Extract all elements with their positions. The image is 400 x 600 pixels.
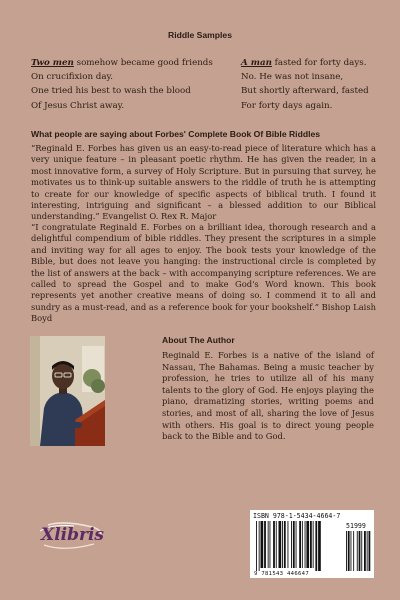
riddle-subject: A man xyxy=(241,58,272,68)
reviews-heading: What people are saying about Forbes' Complete Book Of Bible Riddles xyxy=(31,129,321,139)
riddle-poem-right xyxy=(241,56,369,113)
publisher-logo xyxy=(34,522,106,550)
poem-line xyxy=(31,56,213,70)
poem-line: Of Jesus Christ away. xyxy=(31,100,125,111)
poem-line: But shortly afterward, fasted xyxy=(241,86,369,97)
about-author-text: Reginald E. Forbes is a native of the island of Nassau, The Bahamas. Being a music teacher by profession, he tries to utilize all of his many talents to the glory of God. He enjoys playing the piano, dramatizing stories, writing poems and stories, and most of all, sharing the love of Jesus with others. His goal is to direct young people back to the Bible and to God. xyxy=(162,350,374,442)
poem-line: One tried his best to wash the blood xyxy=(31,86,191,97)
barcode-bars xyxy=(250,510,374,578)
isbn-number: ISBN 978-1-5434-4664-7 xyxy=(253,512,341,520)
publisher-logo-text: Xlibris xyxy=(41,525,104,545)
review-quote: “I congratulate Reginald E. Forbes on a brilliant idea, thorough research and a delightful compendium of bible riddles. They present the scriptures in a simple and inviting way for all ages to enjoy. The book tests your knowledge of the Bible, but does not leave you hanging: the instructional circle is completed by the list of answers at the back – with accompanying scripture references. We are called to spread the Gospel and to make God's Word known. This book represents yet another creative means of doing so. I commend it to all and sundry as a must-read, and as a reference book for your bookshelf.” Bishop Laish Boyd xyxy=(31,222,376,324)
poem-line: On crucifixion day. xyxy=(31,72,114,83)
poem-line-text: fasted for forty days. xyxy=(271,58,367,68)
barcode-digits: 9 781543 446647 xyxy=(254,571,310,577)
riddle-samples-heading: Riddle Samples xyxy=(168,30,232,40)
review-quote: “Reginald E. Forbes has given us an easy-to-read piece of literature which has a very unique feature – in pleasant poetic rhythm. He has given the reader, in a most innovative form, a survey of Holy Scripture. But in pursuing that survey, he motivates us to think-up suitable answers to the riddle of truth he is attempting to create for our knowledge of specific aspects of biblical truth. I found it interesting, intriguing and significant – a blessed addition to our Biblical understanding.” Evangelist O. Rex R. Major xyxy=(31,143,376,222)
author-photo xyxy=(30,336,105,446)
poem-line-text: somehow became good friends xyxy=(73,58,213,68)
riddle-poem-left xyxy=(31,56,213,113)
poem-line xyxy=(241,56,369,70)
price-code: 51999 xyxy=(346,522,366,530)
about-author-heading: About The Author xyxy=(162,335,235,345)
riddle-subject: Two men xyxy=(31,58,74,68)
poem-line: For forty days again. xyxy=(241,100,333,111)
isbn-barcode xyxy=(250,510,374,578)
poem-line: No. He was not insane, xyxy=(241,72,344,83)
